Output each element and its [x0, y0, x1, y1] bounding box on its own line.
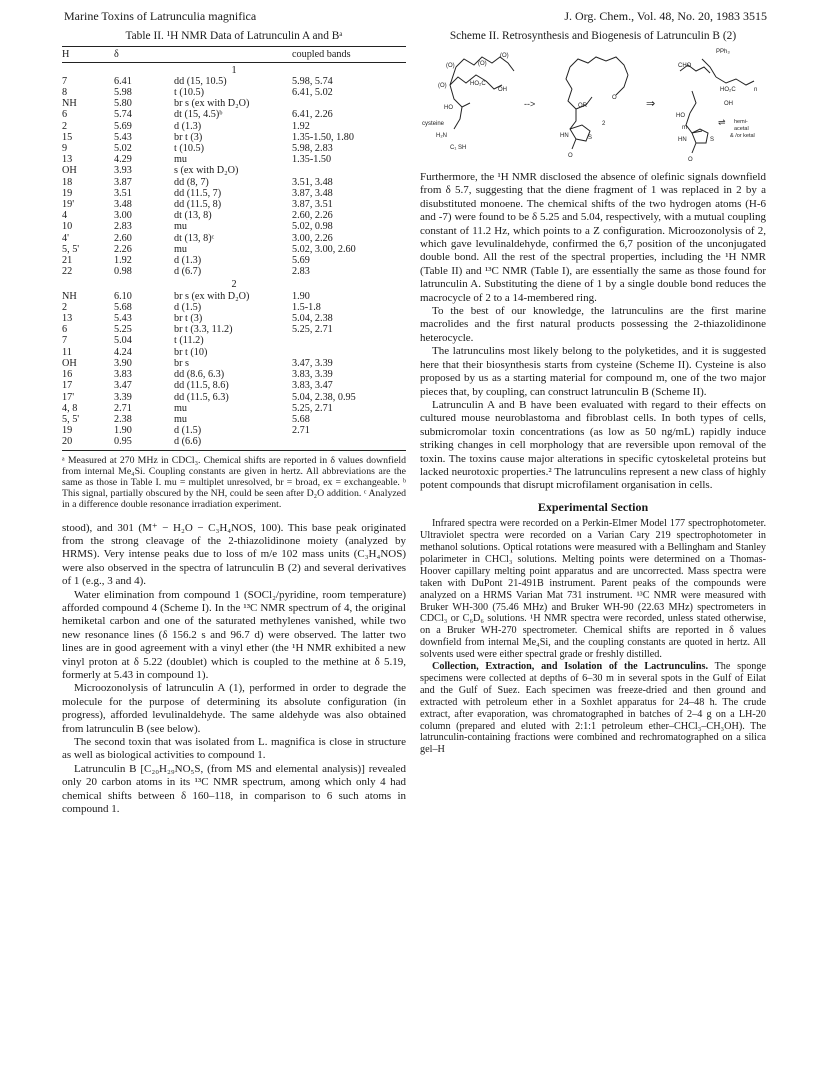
multiplicity-cell: dd (11.5, 7) — [174, 187, 222, 199]
coupled-bands-cell: 1.35-1.50, 1.80 — [292, 131, 354, 143]
table-row — [62, 358, 406, 369]
multiplicity-cell: s (ex with D₂O) — [174, 165, 239, 177]
coupled-bands-cell: 3.00, 2.26 — [292, 232, 333, 244]
table-row — [62, 392, 406, 403]
proton-cell: 11 — [62, 346, 72, 358]
table-row — [62, 177, 406, 188]
running-header-left: Marine Toxins of Latrunculia magnifica — [64, 9, 257, 23]
shift-cell: 0.98 — [114, 266, 132, 278]
table-row — [62, 266, 406, 277]
label-acetal: acetal — [734, 126, 749, 132]
coupled-bands-cell: 2.83 — [292, 266, 310, 278]
proton-cell: 20 — [62, 436, 114, 450]
table-row — [62, 347, 406, 358]
shift-cell: 6.41 — [114, 75, 132, 87]
proton-cell: OH — [62, 165, 77, 177]
proton-cell: 6 — [62, 109, 68, 121]
proton-cell: 17' — [62, 391, 75, 403]
table-row — [62, 244, 406, 255]
table-row — [62, 132, 406, 143]
multiplicity-cell: br t (3) — [174, 313, 203, 325]
table-row — [62, 76, 406, 87]
multiplicity-cell: br t (3) — [174, 131, 203, 143]
coupled-bands-cell — [292, 335, 406, 346]
coupled-bands-cell: 3.47, 3.39 — [292, 357, 333, 369]
shift-cell: 5.25 — [114, 324, 132, 336]
shift-cell: 2.71 — [114, 402, 132, 414]
paragraph-text: The sponge specimens were collected at depths of 6–30 m in several spots in the Gulf of Eilat and the Gulf of Suez. Each specimen was freeze-dried and then ground and extracted with petroleum ether in a Soxhlet apparatus for 24–48 h. The crude extract, after evaporation, was chromatographed in batches of 2–4 g on a LH-20 column (prepared and eluted with 2:1:1 petroleum ether–CHCl₃–CH₃OH). The latrunculin-containing fractions were combined and rechromatographed on a silica gel–H — [420, 661, 766, 756]
coupled-bands-cell: 2.71 — [292, 425, 310, 437]
scheme-diagram — [420, 45, 766, 163]
table-row — [62, 436, 406, 450]
coupled-bands-cell: 5.98, 5.74 — [292, 75, 333, 87]
table-row — [62, 143, 406, 154]
shift-cell: 6.10 — [114, 290, 132, 302]
label-o-ring: O — [612, 95, 617, 101]
label-oh: OH — [498, 87, 507, 93]
coupled-bands-cell — [292, 98, 406, 109]
multiplicity-cell: mu — [174, 402, 188, 414]
table-row — [62, 221, 406, 232]
table-body — [62, 62, 406, 450]
multiplicity-cell: br s — [174, 357, 189, 369]
shift-cell: 2.38 — [114, 413, 132, 425]
coupled-bands-cell — [292, 165, 406, 176]
coupled-bands-cell: 5.68 — [292, 413, 310, 425]
proton-cell: 7 — [62, 335, 68, 347]
label-ho2c-2: HO₂C — [720, 87, 736, 93]
shift-cell: 3.47 — [114, 380, 132, 392]
shift-cell: 3.51 — [114, 187, 132, 199]
multiplicity-cell: d (6.6) — [174, 436, 292, 450]
proton-cell: 4, 8 — [62, 402, 78, 414]
proton-cell: 9 — [62, 143, 68, 155]
proton-cell: 18 — [62, 176, 73, 188]
table-row — [62, 324, 406, 335]
proton-cell: 4 — [62, 210, 68, 222]
label-equilibrium: ⇌ — [718, 117, 726, 127]
proton-cell: 2 — [62, 120, 68, 132]
section-label-row — [62, 62, 406, 76]
nmr-table — [62, 46, 406, 450]
coupled-bands-cell: 1.5-1.8 — [292, 301, 321, 313]
paragraph: Furthermore, the ¹H NMR disclosed the absence of olefinic signals downfield from δ 5.7, suggesting that the diene fragment of 1 was replaced in 2 by a disubstituted monoene. The chemical shifts of the two hydrogen atoms (H-6 and -7) were found to be δ 5.25 and 5.04, respectively, with a mutual coupling constant of 11.2 Hz, which points to a Z configuration. Microozonolysis of 2, which gave levulinaldehyde, confirmed the 6,7 position of the unconjugated double bond. All the rest of the spectral properties, including the ¹H NMR (Table II) and ¹³C NMR (Table I), are essentially the same as those found for latrunculin A. Substituting the diene of 1 by a single double bond reduces the macrocycle of 2 to a 14-membered ring. — [420, 171, 766, 304]
proton-cell: 22 — [62, 266, 73, 278]
paragraph: Infrared spectra were recorded on a Perkin-Elmer Model 177 spectrophotometer. Ultraviolet spectra were recorded on a Varian Cary 219 spectrophotometer in methanol solutions. Optical rotations were measured with a Bellingham and Stanley polarimeter in CHCl₃ solutions. Melting points were determined on a Thomas-Hoover capillary melting point apparatus and are uncorrected. Mass spectra were taken with DuPont 21-491B instrument. Parent peaks of the compounds were analyzed on a HRMS Varian Mat 731 instrument. ¹³C NMR were measured with Bruker WH-300 (75.46 MHz) and Bruker WH-90 (22.63 MHz) spectrometers in CDCl₃ or C₆D₆ solutions. ¹H NMR spectra were recorded, unless stated otherwise, on a Bruker WH-270 spectrometer. Chemical shifts are reported in δ values downfield from internal Me₄Si, and the coupling constants are quoted in hertz. All solvents used were either spectral grade or freshly distilled. — [420, 518, 766, 661]
section-label-row — [62, 277, 406, 290]
label-o4: (O) — [438, 83, 447, 89]
proton-cell: 19' — [62, 199, 75, 211]
multiplicity-cell: br t (3.3, 11.2) — [174, 324, 233, 336]
paragraph: The latrunculins most likely belong to the polyketides, and it is suggested here that their biosynthesis starts from cysteine (Scheme II). Cysteine is also proposed by us as a starting material for compound m, one of the two major pieces that, by coupling, can construct latrunculin B (Scheme II). — [420, 345, 766, 398]
coupled-bands-cell: 1.90 — [292, 290, 310, 302]
paragraph: Latrunculin B [C₂₀H₂₉NO₅S, (from MS and elemental analysis)] revealed only 20 carbon atoms in its ¹³C NMR spectrum, among which only 4 had chemical shifts between δ 160–118, in comparison to 6 such atoms in compound 1. — [62, 762, 406, 816]
paragraph: Latrunculin A and B have been evaluated with regard to their effects on cultured mouse neuroblastoma and fibroblast cells. In both types of cells, submicromolar toxin concentrations (as low as 50 ng/mL) rapidly induce striking changes in cell morphology that are reversible upon removal of the toxin. The toxins cause major alterations in specific cytoskeletal proteins but lacked neurotoxic properties.² The latrunculins represent a new class of highly potent compounds that disrupt microfilament organisation in cells. — [420, 398, 766, 492]
label-h2n: H₂N — [436, 133, 447, 139]
col-header-delta: δ — [114, 47, 174, 62]
coupled-bands-cell — [292, 436, 406, 450]
multiplicity-cell: d (1.3) — [174, 255, 202, 267]
multiplicity-cell: dd (11.5, 8) — [174, 199, 222, 211]
shift-cell: 5.04 — [114, 335, 132, 347]
paragraph: To the best of our knowledge, the latrunculins are the first marine macrolides and the first natural products possessing the 2-thiazolidinone heterocycle. — [420, 305, 766, 344]
multiplicity-cell: br s (ex with D₂O) — [174, 98, 250, 110]
multiplicity-cell: dd (8.6, 6.3) — [174, 369, 225, 381]
coupled-bands-cell — [292, 347, 406, 358]
multiplicity-cell: dd (15, 10.5) — [174, 75, 227, 87]
coupled-bands-cell: 5.02, 0.98 — [292, 221, 333, 233]
arrow-retrosynthesis: ⇒ — [646, 98, 656, 110]
shift-cell: 5.69 — [114, 120, 132, 132]
table-footnote: ᵃ Measured at 270 MHz in CDCl₃. Chemical shifts are reported in δ values downfield from internal Me₄Si. Coupling constants are given in hertz. All abbreviations are the same as those in Table I. mu = multiplet unresolved, br = broad, ex = exchangeable. ᵇ This signal, partially obscured by the NH, could be seen after D₂O addition. ᶜ Analyzed in a difference double resonance irradiation experiment. — [62, 454, 406, 510]
paragraph: The second toxin that was isolated from L. magnifica is close in structure as well as biological activities to compound 1. — [62, 736, 406, 762]
label-o-bottom: O — [568, 153, 573, 159]
multiplicity-cell: d (1.3) — [174, 120, 202, 132]
structure-2-lines — [566, 57, 628, 149]
paragraph: Microozonolysis of latrunculin A (1), performed in order to degrade the molecule for the purpose of determining its absolute configuration (in progress), afforded levulinaldehyde. The same aldehyde was also obtained from latrunculin B (see below). — [62, 682, 406, 735]
section-label: 1 — [231, 64, 237, 76]
shift-cell: 2.60 — [114, 232, 132, 244]
table-row — [62, 291, 406, 302]
table-title: Table II. ¹H NMR Data of Latrunculin A and Bᵃ — [125, 30, 343, 42]
coupled-bands-cell: 6.41, 2.26 — [292, 109, 333, 121]
shift-cell: 4.29 — [114, 154, 132, 166]
coupled-bands-cell: 5.04, 2.38, 0.95 — [292, 391, 356, 403]
shift-cell: 5.98 — [114, 87, 132, 99]
multiplicity-cell: dd (11.5, 8.6) — [174, 380, 229, 392]
col-header-h: H — [62, 47, 114, 62]
multiplicity-cell: d (6.7) — [174, 266, 202, 278]
paragraph: Water elimination from compound 1 (SOCl₂/pyridine, room temperature) afforded compound 4 (Scheme I). In the ¹³C NMR spectrum of 4, the original hemiketal carbon and one of the saturated methylenes vanished, while two new resonance lines (δ 156.2 s and 96.7 d) were observed. The latter two lines are in good agreement with a vinyl ether (the ¹H NMR exhibited a new vinyl proton at δ 5.22 (doublet) which is coupled to the methine at δ 5.19, formerly at 5.43 in compound 1). — [62, 588, 406, 681]
table-row — [62, 255, 406, 266]
label-hn-2: HN — [678, 137, 687, 143]
coupled-bands-cell: 1.35-1.50 — [292, 154, 332, 166]
coupled-bands-cell: 3.87, 3.51 — [292, 199, 333, 211]
run-in-heading: Collection, Extraction, and Isolation of the Lactrunculins. — [432, 661, 709, 673]
proton-cell: 13 — [62, 313, 73, 325]
label-hn: HN — [560, 133, 569, 139]
table-row — [62, 165, 406, 176]
table-row — [62, 335, 406, 346]
label-ho-2: HO — [676, 113, 685, 119]
table-row — [62, 369, 406, 380]
coupled-bands-cell: 6.41, 5.02 — [292, 87, 333, 99]
shift-cell: 3.39 — [114, 391, 132, 403]
shift-cell: 5.74 — [114, 109, 132, 121]
proton-cell: 6 — [62, 324, 68, 336]
label-o3: (O) — [500, 53, 509, 59]
shift-cell: 3.93 — [114, 165, 132, 177]
shift-cell: 3.90 — [114, 357, 132, 369]
proton-cell: 10 — [62, 221, 73, 233]
section-label: 2 — [231, 279, 237, 291]
label-hemi: hemi- — [734, 119, 748, 125]
table-row — [62, 302, 406, 313]
shift-cell: 4.24 — [114, 346, 132, 358]
proton-cell: 16 — [62, 369, 73, 381]
table-row — [62, 154, 406, 165]
left-column — [62, 30, 406, 816]
table-header-row — [62, 47, 406, 62]
proton-cell: 19 — [62, 187, 73, 199]
label-s-2: S — [710, 137, 715, 143]
coupled-bands-cell: 3.83, 3.39 — [292, 369, 333, 381]
label-oh-2: OH — [724, 101, 733, 107]
label-s: S — [588, 135, 593, 141]
shift-cell: 2.83 — [114, 221, 132, 233]
running-header-right: J. Org. Chem., Vol. 48, No. 20, 1983 3515 — [564, 9, 767, 23]
label-c1sh: C₁ SH — [450, 145, 467, 151]
multiplicity-cell: t (11.2) — [174, 335, 204, 347]
multiplicity-cell: mu — [174, 243, 188, 255]
paragraph: stood), and 301 (M⁺ − H₂O − C₃H₄NOS, 100). This base peak originated from the strong cleavage of the 2-thiazolidinone moiety (analyzed by HRMS). Very intense peaks due to loss of m/e 102 mass units (C₃H₄NOS) were also observed in the spectra of latrunculin B (2) and several derivatives of 1 (e.g., 3 and 4). — [62, 521, 406, 588]
multiplicity-cell: br s (ex with D₂O) — [174, 290, 250, 302]
shift-cell: 5.68 — [114, 301, 132, 313]
proton-cell: 21 — [62, 255, 73, 267]
proton-cell: NH — [62, 98, 77, 110]
label-n: n — [754, 87, 758, 93]
shift-cell: 1.92 — [114, 255, 132, 267]
table-row — [62, 98, 406, 109]
col-header-multiplicity — [174, 47, 292, 62]
scheme-title: Scheme II. Retrosynthesis and Biogenesis of Latrunculin B (2) — [449, 30, 737, 42]
multiplicity-cell: dt (15, 4.5)ᵇ — [174, 109, 223, 121]
shift-cell: 3.87 — [114, 176, 132, 188]
shift-cell: 2.26 — [114, 243, 132, 255]
label-o-bottom-2: O — [688, 157, 693, 163]
proton-cell: 13 — [62, 154, 73, 166]
multiplicity-cell: mu — [174, 413, 188, 425]
coupled-bands-cell: 5.25, 2.71 — [292, 324, 333, 336]
coupled-bands-cell: 1.92 — [292, 120, 310, 132]
label-o2: (O) — [478, 61, 487, 67]
multiplicity-cell: mu — [174, 221, 188, 233]
coupled-bands-cell: 5.02, 3.00, 2.60 — [292, 243, 356, 255]
proton-cell: 2 — [62, 301, 68, 313]
right-body-text — [420, 171, 766, 493]
proton-cell: 8 — [62, 87, 68, 99]
multiplicity-cell: d (1.5) — [174, 425, 202, 437]
multiplicity-cell: t (10.5) — [174, 87, 204, 99]
table-row — [62, 380, 406, 391]
shift-cell: 5.43 — [114, 131, 132, 143]
scheme-figure — [420, 45, 766, 163]
multiplicity-cell: br t (10) — [174, 346, 208, 358]
proton-cell: 5, 5' — [62, 243, 80, 255]
label-or: OR — [578, 103, 587, 109]
shift-cell: 3.00 — [114, 210, 132, 222]
table-row — [62, 313, 406, 324]
arrow-forward: --> — [524, 99, 536, 109]
coupled-bands-cell: 3.83, 3.47 — [292, 380, 333, 392]
table-row — [62, 87, 406, 98]
structure-1-lines — [450, 57, 514, 129]
shift-cell: 1.90 — [114, 425, 132, 437]
coupled-bands-cell: 3.87, 3.48 — [292, 187, 333, 199]
proton-cell: 15 — [62, 131, 73, 143]
shift-cell: 3.48 — [114, 199, 132, 211]
right-column — [420, 30, 766, 756]
coupled-bands-cell: 5.69 — [292, 255, 310, 267]
table-row — [62, 188, 406, 199]
table-row — [62, 233, 406, 244]
label-pph3: PPh₃ — [716, 49, 730, 55]
proton-cell: 17 — [62, 380, 73, 392]
proton-cell: 19 — [62, 425, 73, 437]
multiplicity-cell: dt (13, 8)ᶜ — [174, 232, 215, 244]
proton-cell: OH — [62, 357, 77, 369]
multiplicity-cell: mu — [174, 154, 188, 166]
label-cho: CHO — [678, 63, 692, 69]
table-row — [62, 425, 406, 436]
proton-cell: 4' — [62, 232, 69, 244]
label-ketal: & /or ketal — [730, 133, 755, 139]
multiplicity-cell: d (1.5) — [174, 301, 202, 313]
label-ho2c: HO₂C — [470, 81, 486, 87]
table-row — [62, 121, 406, 132]
shift-cell: 5.02 — [114, 143, 132, 155]
left-body-text — [62, 522, 406, 817]
paragraph — [420, 661, 766, 756]
shift-cell: 3.83 — [114, 369, 132, 381]
col-header-coupled: coupled bands — [292, 47, 406, 62]
table-row — [62, 210, 406, 221]
shift-cell: 0.95 — [114, 436, 174, 450]
label-m: m — [682, 125, 687, 131]
table-row — [62, 403, 406, 414]
coupled-bands-cell: 2.60, 2.26 — [292, 210, 333, 222]
table-row — [62, 109, 406, 120]
multiplicity-cell: dd (11.5, 6.3) — [174, 391, 229, 403]
proton-cell: 7 — [62, 75, 68, 87]
coupled-bands-cell: 5.98, 2.83 — [292, 143, 333, 155]
coupled-bands-cell: 5.04, 2.38 — [292, 313, 333, 325]
coupled-bands-cell: 3.51, 3.48 — [292, 176, 333, 188]
table-row — [62, 414, 406, 425]
multiplicity-cell: dt (13, 8) — [174, 210, 212, 222]
shift-cell: 5.80 — [114, 98, 132, 110]
multiplicity-cell: dd (8, 7) — [174, 176, 209, 188]
proton-cell: 5, 5' — [62, 413, 80, 425]
coupled-bands-cell: 5.25, 2.71 — [292, 402, 333, 414]
label-ho: HO — [444, 105, 453, 111]
experimental-heading: Experimental Section — [537, 499, 649, 514]
proton-cell: NH — [62, 290, 77, 302]
experimental-section — [420, 518, 766, 756]
label-cysteine: cysteine — [422, 121, 445, 127]
label-o1: (O) — [446, 63, 455, 69]
table-row — [62, 199, 406, 210]
multiplicity-cell: t (10.5) — [174, 143, 204, 155]
shift-cell: 5.43 — [114, 313, 132, 325]
label-compound-number: 2 — [602, 121, 606, 127]
